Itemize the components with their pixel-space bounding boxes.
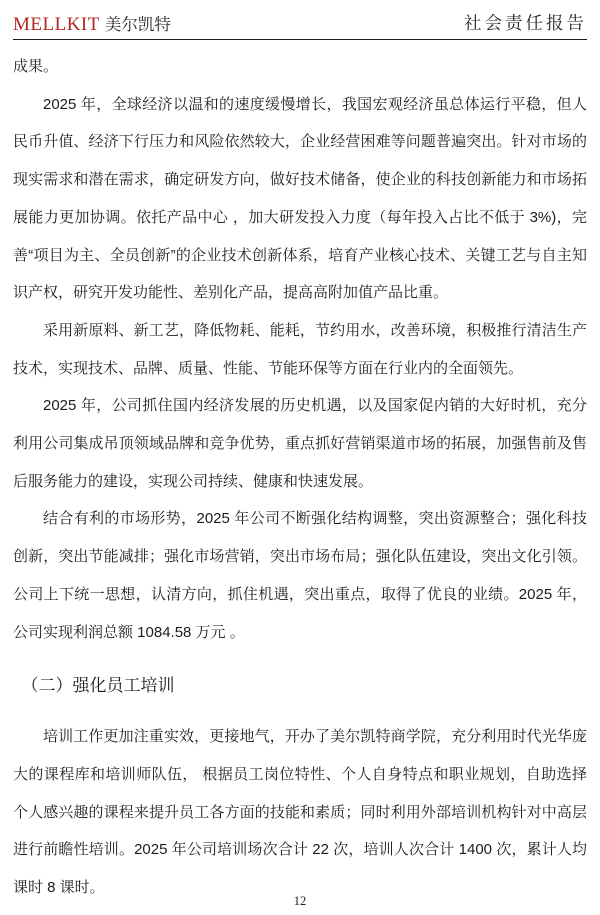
paragraph-results: 结合有利的市场形势，2025 年公司不断强化结构调整，突出资源整合；强化科技创新，突出节能减排；强化市场营销，突出市场布局；强化队伍建设，突出文化引领。公司上下统一思想，认清方向，抓住机遇，突出重点，取得了优良的业绩。2025 年，公司实现利润总额 1084.58 万元 。	[13, 510, 587, 641]
paragraph-training: 培训工作更加注重实效，更接地气，开办了美尔凯特商学院，充分利用时代光华庞大的课程库和培训师队伍， 根据员工岗位特性、个人自身特点和职业规划，自助选择个人感兴趣的课程来提升员工各方面的技能和素质；同时利用外部培训机构针对中高层进行前瞻性培训。2025 年公司培训场次合计 22 次，培训人次合计 1400 次，累计人均课时 8 课时。	[13, 728, 587, 897]
paragraph-fragment: 成果。	[13, 58, 59, 75]
section-heading-training: （二）强化员工培训	[21, 676, 175, 696]
document-body	[13, 48, 587, 907]
brand-logo	[13, 11, 171, 36]
paragraph-economy: 2025 年，全球经济以温和的速度缓慢增长，我国宏观经济虽总体运行平稳，但人民币升值、经济下行压力和风险依然较大，企业经营困难等问题普遍突出。针对市场的现实需求和潜在需求，确定研发方向，做好技术储备，使企业的科技创新能力和市场拓展能力更加协调。依托产品中心 ，加大研发投入力度（每年投入占比不低于 3%)，完善“项目为主、全员创新”的企业技术创新体系，培育产业核心技术、关键工艺与自主知识产权，研究开发功能性、差别化产品，提高高附加值产品比重。	[13, 95, 587, 302]
paragraph-market-opportunity: 2025 年，公司抓住国内经济发展的历史机遇，以及国家促内销的大好时机，充分利用公司集成吊顶领域品牌和竞争优势，重点抓好营销渠道市场的拓展，加强售前及售后服务能力的建设，实现公司持续、健康和快速发展。	[13, 397, 587, 490]
page-number: 12	[293, 894, 307, 908]
brand-name-en: MELLKIT	[13, 14, 100, 35]
header-divider	[13, 39, 587, 40]
brand-name-cn: 美尔凯特	[104, 15, 171, 34]
page-header	[13, 0, 587, 36]
document-title: 社会责任报告	[464, 13, 587, 33]
paragraph-clean-production: 采用新原料、新工艺，降低物耗、能耗，节约用水，改善环境，积极推行清洁生产技术，实现技术、品牌、质量、性能、节能环保等方面在行业内的全面领先。	[13, 321, 587, 377]
page-footer	[0, 894, 600, 909]
